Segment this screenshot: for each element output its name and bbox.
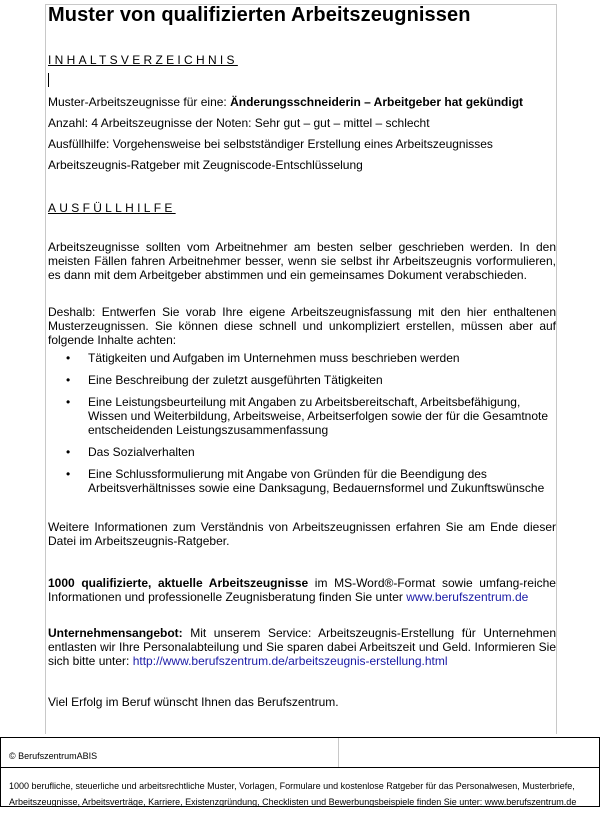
toc-line-count: Anzahl: 4 Arbeitszeugnisse der Noten: Sehr gut – gut – mittel – schlecht (48, 116, 430, 130)
business-text: Mit unserem Service: Arbeitszeugnis-Erstellung für Unternehmen entlasten wir Ihre Personalabteilung und Sie sparen dabei Arbeitszeit und Geld. Informieren Sie sich bitte unter: (48, 626, 556, 668)
footer-link[interactable]: www.berufszentrum.de (484, 797, 577, 807)
bullet-icon: • (66, 373, 71, 387)
promo-bold: 1000 qualifizierte, aktuelle Arbeitszeugnisse (48, 576, 309, 590)
toc-line-help: Ausfüllhilfe: Vorgehensweise bei selbstständiger Erstellung eines Arbeitszeugnisses (48, 137, 493, 151)
toc-line-job-prefix: Muster-Arbeitszeugnisse für eine: (48, 95, 231, 109)
help-paragraph-1: Arbeitszeugnisse sollten vom Arbeitnehmer am besten selber geschrieben werden. In den meisten Fällen fahren Arbeitnehmer besser, wenn sie selbst ihr Arbeitszeugnis vorformulieren, es dann mit dem Arbeitgeber abstimmen und ein gemeinsames Dokument verabschieden. (48, 240, 556, 282)
footer-copyright: © BerufszentrumABIS (9, 751, 98, 761)
toc-line-guide: Arbeitszeugnis-Ratgeber mit Zeugniscode-Entschlüsselung (48, 158, 363, 172)
bullet-icon: • (66, 351, 71, 365)
promo-link[interactable]: www.berufszentrum.de (406, 590, 529, 604)
help-paragraph-3: Weitere Informationen zum Verständnis von Arbeitszeugnissen erfahren Sie am Ende dieser Datei im Arbeitszeugnis-Ratgeber. (48, 520, 556, 548)
list-item (48, 373, 548, 387)
promo-text: im MS-Word®-Format sowie umfang-reiche Informationen und professionelle Zeugnisberatung finden Sie unter (48, 576, 556, 604)
text-cursor (48, 73, 49, 87)
margin-guide-left (45, 4, 46, 734)
bullet-icon: • (66, 467, 71, 481)
margin-guide-right (556, 4, 557, 734)
help-paragraph-2: Deshalb: Entwerfen Sie vorab Ihre eigene Arbeitszeugnisfassung mit den hier enthaltenen Musterzeugnissen. Sie können diese schnell und unkompliziert erstellen, müssen aber auf folgende Inhalte achten: (48, 305, 556, 347)
business-link[interactable]: http://www.berufszentrum.de/arbeitszeugnis-erstellung.html (132, 654, 448, 668)
footer-info-text: 1000 berufliche, steuerliche und arbeitsrechtliche Muster, Vorlagen, Formulare und kostenlose Ratgeber für das Personalwesen, Musterbriefe, Arbeitszeugnisse, Arbeitsverträge, Karriere, Existenzgründung, Checklisten und Bewerbungsbeispiele finden Sie unter: (9, 781, 575, 807)
list-item (48, 445, 548, 459)
list-item (48, 467, 548, 495)
help-heading: AUSFÜLLHILFE (48, 201, 176, 215)
promo-paragraph (48, 576, 556, 604)
list-item (48, 395, 548, 437)
list-item (48, 351, 548, 365)
toc-line-job-title: Änderungsschneiderin – Arbeitgeber hat gekündigt (230, 95, 524, 109)
toc-heading: INHALTSVERZEICHNIS (48, 53, 238, 67)
list-item-text: Das Sozialverhalten (88, 445, 195, 459)
list-item-text: Eine Leistungsbeurteilung mit Angaben zu Arbeitsbereitschaft, Arbeitsbefähigung, Wissen und Weiterbildung, Arbeitsweise, Arbeitserfolgen sowie der für die Gesamtnote entscheidenden Leistungszusammenfassung (88, 395, 549, 437)
footer-box (0, 737, 600, 807)
business-bold: Unternehmensangebot: (48, 626, 183, 640)
document-title: Muster von qualifizierten Arbeitszeugnissen (48, 4, 471, 26)
bullet-icon: • (66, 445, 71, 459)
footer-info (9, 778, 589, 810)
closing-line: Viel Erfolg im Beruf wünscht Ihnen das Berufszentrum. (48, 695, 339, 709)
list-item-text: Tätigkeiten und Aufgaben im Unternehmen muss beschrieben werden (88, 351, 460, 365)
footer-divider (1, 767, 599, 768)
footer-column-divider (338, 738, 339, 767)
toc-line-job (48, 95, 523, 109)
business-paragraph (48, 626, 556, 668)
bullet-icon: • (66, 395, 71, 409)
requirements-list (48, 351, 548, 503)
list-item-text: Eine Schlussformulierung mit Angabe von Gründen für die Beendigung des Arbeitsverhältnisses sowie eine Danksagung, Bedauernsformel und Zukunftswünsche (88, 467, 545, 495)
list-item-text: Eine Beschreibung der zuletzt ausgeführten Tätigkeiten (88, 373, 383, 387)
